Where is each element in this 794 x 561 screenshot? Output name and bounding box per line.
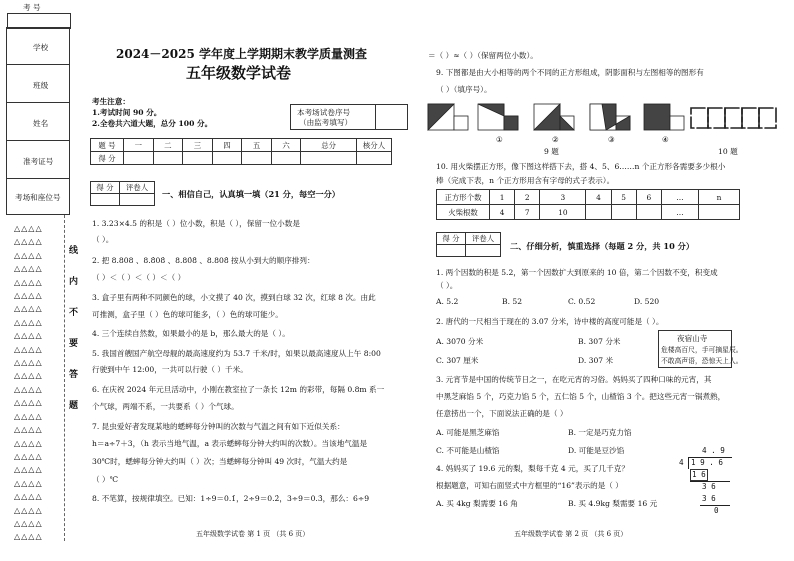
- s1-q8: 8. 不笔算，按规律填空。已知：1÷9＝0.1̇，2÷9＝0.2̇，3÷9＝0.3̇，那么：6÷9: [92, 494, 370, 503]
- div-row-1: 1 6: [692, 470, 706, 479]
- s2-q1-opt-a[interactable]: A. 5.2: [436, 297, 459, 306]
- notice-2: 2.全卷共六道大题，总分 100 分。: [92, 119, 213, 128]
- seat-label: 考场和座位号: [15, 193, 61, 202]
- binding-line: [64, 215, 65, 541]
- q9-label-3: ③: [608, 135, 615, 144]
- exam-no-label: 考 号: [23, 3, 41, 12]
- q9-figure-2: [534, 104, 574, 130]
- s1-q1: 1. 3.23×4.5 的积是（ ）位小数，积是（ ），保留一位小数是: [92, 219, 300, 228]
- exam-title-top: 2024－2025 学年度上学期期末教学质量测查: [116, 47, 367, 61]
- q9-label-4: ④: [662, 135, 669, 144]
- s2-q1-opt-c[interactable]: C. 0.52: [568, 297, 596, 306]
- q9-label-2: ②: [552, 135, 559, 144]
- s2-q3-opt-b[interactable]: B. 一定是巧克力馅: [568, 428, 632, 437]
- s2-q2-opt-d[interactable]: D. 307 米: [578, 356, 614, 365]
- s2-q3: 3. 元宵节是中国的传统节日之一，在吃元宵的习俗。妈妈买了四种口味的元宵，其: [436, 375, 712, 384]
- q9-figure-4: [644, 104, 684, 130]
- div-quotient: 4 . 9: [702, 446, 725, 455]
- s2-q1b: （ ）。: [436, 281, 458, 290]
- admission-field[interactable]: [7, 140, 69, 179]
- footer-left: 五年级数学试卷 第 1 页 （共 6 页）: [196, 530, 310, 538]
- s2-q4-opt-a[interactable]: A. 买 4kg 梨需要 16 角: [436, 499, 518, 508]
- div-row-2: 3 6: [702, 482, 716, 491]
- school-field[interactable]: [7, 28, 69, 65]
- div-divisor: 4: [679, 458, 684, 467]
- s2-q3-opt-d[interactable]: D. 可能是豆沙馅: [568, 446, 625, 455]
- class-label: 班级: [33, 81, 49, 90]
- s1-q2b: （ ）＜（ ）＜（ ）＜（ ）: [92, 273, 186, 282]
- s2-q3-opt-c[interactable]: C. 不可能是山楂馅: [436, 446, 500, 455]
- seat-box-label-1: 本考场试卷序号: [297, 108, 351, 117]
- class-field[interactable]: [7, 64, 69, 103]
- q10-table: 正方形个数 1 2 3 4 5 6 … n 火柴根数 4 7 10 …: [436, 189, 740, 220]
- div-row-4: 0: [714, 506, 719, 515]
- q9-figure-3: [590, 104, 630, 130]
- s1-q9: 9. 下图都是由大小相等的两个不同的正方形组成，阴影面积与左图相等的图形有: [436, 68, 704, 77]
- exam-title-main: 五年级数学试卷: [186, 64, 292, 82]
- q10-matchstick-figure: [688, 102, 784, 138]
- q9-figure-left: [428, 104, 468, 130]
- s2-q3b: 中黑芝麻馅 5 个，巧克力馅 5 个，五仁馅 5 个，山楂馅 3 个。把这些元宵一锅煮熟，: [436, 392, 726, 401]
- s1-q7c: 30℃时，蟋蟀每分钟大约叫（ ）次；当蟋蟀每分钟叫 49 次时，气温大约是: [92, 457, 348, 466]
- name-field[interactable]: [7, 102, 69, 141]
- s2-q1-opt-d[interactable]: D. 520: [634, 297, 660, 306]
- s2-q4b: 根据题意，可知右面竖式中方框里的“16”表示的是（ ）: [436, 481, 623, 490]
- poem-title: 夜宿山寺: [677, 334, 708, 343]
- q9-figure-1: [478, 104, 518, 130]
- s1-q3: 3. 盒子里有两种不同颜色的球，小文摸了 40 次，摸到白球 32 次，红球 8 次。由此: [92, 293, 376, 302]
- triangle-column: △△△△ △△△△ △△△△ △△△△ △△△△ △△△△ △△△△ △△△△ △△△△ △△△△ △△△△ △△△△ △△△△ △△△△ △△△△ △△△△ △△△△ △△△△ △△△△ △△△△ △△△△ △△△△ △△△△ △△△△: [14, 224, 43, 542]
- seat-number-box[interactable]: [290, 104, 408, 130]
- s1-q7: 7. 昆虫爱好者发现某地的蟋蟀每分钟叫的次数与气温之间有如下近似关系：: [92, 422, 345, 431]
- section2-title: 二、仔细分析，慎重选择（每题 2 分，共 10 分）: [510, 241, 695, 251]
- q10-fig-title: 10 题: [718, 147, 738, 156]
- seat-box-label-2: （由监考填写）: [299, 118, 353, 127]
- s1-q3b: 可推测，盒子里（ ）色的球可能多，（ ）色的球可能少。: [92, 310, 283, 319]
- s2-q4: 4. 妈妈买了 19.6 元的梨，梨每千克 4 元，买了几千克？: [436, 464, 629, 473]
- s1-q5: 5. 我国首艘国产航空母舰的最高速度约为 53.7 千米/时，如果以最高速度从上午 8:00: [92, 349, 381, 358]
- section1-score-box: 得 分 评卷人: [90, 181, 155, 206]
- exam-no-box[interactable]: [7, 13, 71, 29]
- footer-right: 五年级数学试卷 第 2 页 （共 6 页）: [514, 530, 628, 538]
- s2-q2: 2. 唐代的一尺相当于现在的 3.07 分米，诗中楼的高度可能是（ ）。: [436, 317, 664, 326]
- section1-title: 一、相信自己，认真填一填（21 分，每空一分）: [162, 189, 340, 199]
- s1-q7d: （ ）℃: [92, 475, 119, 484]
- binding-line-text: 线 内 不 要 答 题: [69, 246, 79, 411]
- q9-fig-title: 9 题: [544, 147, 559, 156]
- s1-q4: 4. 三个连续自然数，如果最小的是 b，那么最大的是（ ）。: [92, 329, 290, 338]
- s1-q10: 10. 用火柴摆正方形，像下图这样搭下去，搭 4、5、6……n 个正方形各需要多少根小: [436, 162, 726, 171]
- s2-q1-opt-b[interactable]: B. 52: [502, 297, 523, 306]
- div-dividend: 1 9 . 6: [691, 458, 724, 467]
- admission-label: 准考证号: [23, 157, 54, 166]
- s2-q2-opt-a[interactable]: A. 3070 分米: [436, 337, 484, 346]
- score-table: 题 号 一 二 三 四 五 六 总分 核分人 得 分: [90, 138, 392, 165]
- s1-q9b: （ ）（填序号）。: [436, 85, 492, 94]
- s2-q2-opt-b[interactable]: B. 307 分米: [578, 337, 621, 346]
- notice-title: 考生注意：: [92, 97, 130, 106]
- s1-q6: 6. 在庆祝 2024 年元旦活动中，小刚在教室拉了一条长 12m 的彩带，每隔 0.8m 系一: [92, 385, 385, 394]
- seat-field[interactable]: [7, 178, 69, 214]
- s2-q2-opt-c[interactable]: C. 307 厘米: [436, 356, 479, 365]
- poem-line-2: 不敢高声语，恐惊天上人。: [661, 357, 743, 365]
- poem-line-1: 危楼高百尺，手可摘星辰。: [661, 346, 743, 354]
- s2-q3-opt-a[interactable]: A. 可能是黑芝麻馅: [436, 428, 500, 437]
- s2-q1: 1. 两个因数的积是 5.2，第一个因数扩大到原来的 10 倍，第二个因数不变，积变成: [436, 268, 718, 277]
- s1-q7b: h＝a÷7＋3，（h 表示当地气温，a 表示蟋蟀每分钟大约叫的次数）。当该地气温是: [92, 439, 368, 448]
- binding-strip: [6, 3, 70, 215]
- s2-q3c: 任意捞出一个，下面说法正确的是（ ）: [436, 409, 568, 418]
- long-division: [678, 444, 734, 518]
- s1-q5b: 行驶到中午 12:00，一共可以行驶（ ）千米。: [92, 365, 248, 374]
- poem-box: [658, 330, 743, 368]
- s1-q1b: （ ）。: [92, 235, 114, 244]
- name-label: 姓名: [33, 119, 49, 128]
- notice-1: 1.考试时间 90 分。: [92, 108, 162, 117]
- school-label: 学校: [33, 43, 49, 52]
- section2-score-box: 得 分 评卷人: [436, 232, 501, 257]
- div-row-3: 3 6: [702, 494, 716, 503]
- s1-q10b: 棒（完成下表，n 个正方形用含有字母的式子表示）。: [436, 176, 615, 185]
- s1-q6b: 个气球，两端不系，一共要系（ ）个气球。: [92, 402, 239, 411]
- s1-q8b: ＝（ ）≈（ ）（保留两位小数）。: [428, 51, 538, 60]
- q9-label-1: ①: [496, 135, 503, 144]
- s2-q4-opt-b[interactable]: B. 买 4.9kg 梨需要 16 元: [568, 499, 658, 508]
- s1-q2: 2. 把 8.808 、8.8̇08̇ 、8.80̇8̇ 、8.808̇ 按从小到大的顺序排列：: [92, 256, 315, 265]
